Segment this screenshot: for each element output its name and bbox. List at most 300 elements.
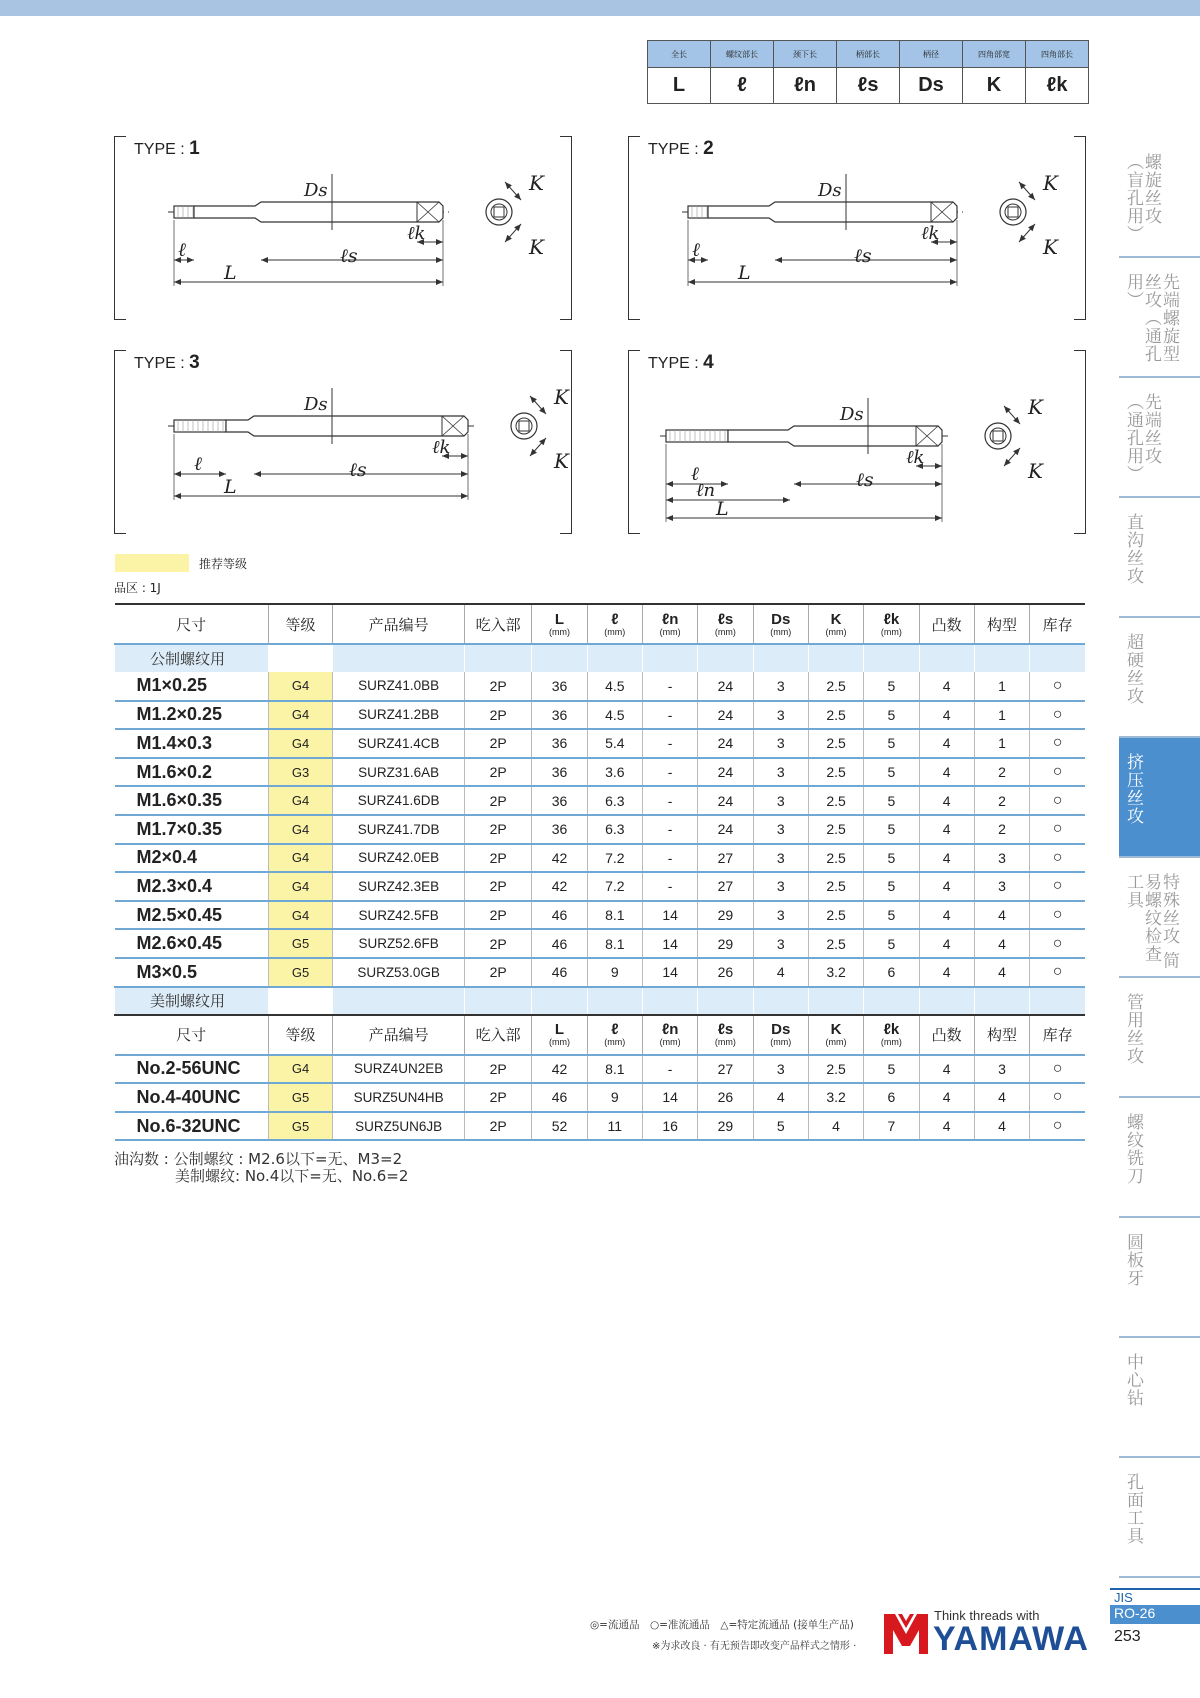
table-row: [115, 786, 1086, 815]
stock-cell: ○: [1030, 901, 1085, 930]
section-cell: [919, 644, 974, 672]
stock-cell: ○: [1030, 758, 1085, 787]
top-color-bar: [0, 0, 1200, 16]
spec-table: [114, 603, 1085, 1141]
value-cell: 2.5: [808, 672, 863, 701]
size-cell: M3×0.5: [115, 958, 269, 987]
value-cell: 4: [919, 958, 974, 987]
value-cell: 27: [698, 1055, 753, 1084]
tap-drawing: [628, 136, 1086, 320]
value-cell: 3: [753, 901, 808, 930]
column-header-unit: (mm): [825, 626, 847, 637]
value-cell: -: [642, 758, 697, 787]
table-row: [115, 672, 1086, 701]
size-cell: M2.6×0.45: [115, 929, 269, 958]
product-code-cell: SURZ31.6AB: [333, 758, 465, 787]
recommend-legend: [115, 554, 247, 572]
value-cell: 3: [753, 672, 808, 701]
sidebar-tab[interactable]: [1119, 258, 1200, 378]
dimension-label: ℓs: [340, 245, 358, 267]
value-cell: -: [642, 786, 697, 815]
column-header: [532, 604, 587, 644]
legend-symbol-cell: ℓs: [837, 68, 900, 104]
value-cell: 4: [974, 901, 1029, 930]
dimension-label: Ds: [818, 180, 842, 201]
value-cell: 36: [532, 758, 587, 787]
column-header-unit: (mm): [604, 1037, 626, 1048]
table-row: [115, 1083, 1086, 1112]
disclaimer: ※为求改良 · 有无预告即改变产品样式之情形 ·: [652, 1641, 857, 1652]
value-cell: 3: [753, 844, 808, 873]
table-header-row: [115, 604, 1086, 644]
value-cell: 1: [974, 672, 1029, 701]
product-code-cell: SURZ41.2BB: [333, 701, 465, 730]
value-cell: 8.1: [587, 929, 642, 958]
type-prefix: TYPE :: [648, 355, 699, 372]
column-header-symbol: ℓn: [661, 610, 679, 628]
legend-symbol-cell: Ds: [900, 68, 963, 104]
value-cell: 6: [864, 958, 919, 987]
product-code-cell: SURZ53.0GB: [333, 958, 465, 987]
column-header: 尺寸: [176, 616, 207, 634]
dimension-label: L: [224, 262, 237, 284]
dimension-label: ℓ: [691, 463, 699, 485]
section-cell: [808, 644, 863, 672]
column-header: 库存: [1030, 604, 1085, 644]
value-cell: 2P: [464, 786, 531, 815]
stock-cell: ○: [1030, 701, 1085, 730]
value-cell: 3: [753, 786, 808, 815]
column-header-unit: (mm): [714, 626, 736, 637]
value-cell: 5: [864, 729, 919, 758]
column-header: 库存: [1030, 1015, 1085, 1055]
size-cell: M1.7×0.35: [115, 815, 269, 844]
sidebar-tab[interactable]: [1119, 1338, 1200, 1458]
column-header: 等级: [268, 1015, 332, 1055]
recommend-swatch: [115, 554, 189, 572]
product-code-cell: SURZ5UN6JB: [333, 1112, 465, 1141]
value-cell: 2P: [464, 901, 531, 930]
tap-diagram-type-2: [628, 136, 1086, 320]
dimension-label: K: [529, 171, 544, 195]
value-cell: 2.5: [808, 901, 863, 930]
sidebar-tab-label: 直沟丝攻: [1123, 513, 1143, 585]
dimension-label: ℓs: [854, 245, 872, 267]
dimension-label: K: [554, 385, 569, 409]
column-header-unit: (mm): [880, 1037, 902, 1048]
product-code-cell: SURZ41.0BB: [333, 672, 465, 701]
column-header-unit: (mm): [770, 1037, 792, 1048]
value-cell: 36: [532, 672, 587, 701]
dimension-label: ℓn: [696, 480, 716, 501]
section-cell: [698, 644, 753, 672]
value-cell: 4: [919, 901, 974, 930]
type-number: 2: [703, 138, 714, 159]
category-sidebar: [1119, 138, 1200, 1578]
value-cell: 2: [974, 815, 1029, 844]
value-cell: 5: [753, 1112, 808, 1141]
column-header: [698, 1015, 753, 1055]
value-cell: 4: [919, 1083, 974, 1112]
stock-cell: ○: [1030, 729, 1085, 758]
column-header-symbol: K: [830, 1021, 842, 1039]
tap-drawing: [628, 350, 1086, 534]
value-cell: -: [642, 1055, 697, 1084]
dimension-label: L: [716, 498, 729, 520]
stock-cell: ○: [1030, 1055, 1085, 1084]
value-cell: 26: [698, 1083, 753, 1112]
note-line-1: 油沟数 : 公制螺纹 : M2.6以下=无、M3=2: [114, 1150, 403, 1168]
column-header-unit: (mm): [770, 626, 792, 637]
sidebar-tab-label: 超硬丝攻: [1123, 633, 1143, 705]
grade-cell: G5: [268, 1083, 332, 1112]
table-row: [115, 1055, 1086, 1084]
legend-symbol-cell: ℓn: [774, 68, 837, 104]
value-cell: 4: [919, 758, 974, 787]
sidebar-tab[interactable]: [1119, 138, 1200, 258]
value-cell: -: [642, 729, 697, 758]
dimension-label: ℓk: [432, 437, 451, 458]
product-code-cell: SURZ42.5FB: [333, 901, 465, 930]
stock-cell: ○: [1030, 1083, 1085, 1112]
value-cell: 24: [698, 815, 753, 844]
column-header-symbol: Ds: [771, 1021, 791, 1039]
sidebar-tab[interactable]: [1119, 378, 1200, 498]
column-header: [532, 1015, 587, 1055]
dimension-label: K: [554, 449, 569, 473]
value-cell: 2.5: [808, 872, 863, 901]
value-cell: 29: [698, 1112, 753, 1141]
value-cell: 29: [698, 929, 753, 958]
legend-header-cell: 螺纹部长: [711, 41, 774, 68]
section-row: [115, 644, 1086, 672]
value-cell: 42: [532, 844, 587, 873]
value-cell: 5: [864, 758, 919, 787]
table-subheader-row: [115, 1015, 1086, 1055]
type-number: 3: [189, 352, 200, 373]
value-cell: 5: [864, 815, 919, 844]
tap-drawing: [114, 350, 572, 534]
value-cell: 5: [864, 786, 919, 815]
product-code-cell: SURZ52.6FB: [333, 929, 465, 958]
value-cell: 16: [642, 1112, 697, 1141]
value-cell: 36: [532, 729, 587, 758]
grade-cell: G4: [268, 1055, 332, 1084]
section-cell: [1030, 987, 1085, 1015]
table-row: [115, 701, 1086, 730]
value-cell: 2P: [464, 672, 531, 701]
grade-cell: G4: [268, 872, 332, 901]
sidebar-tab-label: 挤压丝攻: [1123, 753, 1143, 825]
sidebar-tab[interactable]: [1119, 1098, 1200, 1218]
value-cell: 4: [974, 1083, 1029, 1112]
value-cell: 3: [974, 844, 1029, 873]
value-cell: 7.2: [587, 844, 642, 873]
column-header: 产品编号: [333, 604, 465, 644]
section-cell: [698, 987, 753, 1015]
size-cell: M2.3×0.4: [115, 872, 269, 901]
column-header: [642, 604, 697, 644]
value-cell: 4.5: [587, 701, 642, 730]
column-header: 吃入部: [464, 1015, 531, 1055]
column-header: 吃入部: [464, 604, 531, 644]
product-code-cell: SURZ5UN4HB: [333, 1083, 465, 1112]
value-cell: 5: [864, 901, 919, 930]
value-cell: 5: [864, 701, 919, 730]
section-cell: [642, 644, 697, 672]
section-label: 公制螺纹用: [115, 644, 269, 672]
sidebar-tab-label: 螺旋丝攻（盲孔用）: [1123, 153, 1161, 243]
section-cell: [268, 644, 332, 672]
dimension-label: ℓs: [856, 469, 874, 491]
type-prefix: TYPE :: [134, 141, 185, 158]
value-cell: 4: [753, 1083, 808, 1112]
page-code-box: [1110, 1588, 1200, 1646]
product-code-cell: SURZ4UN2EB: [333, 1055, 465, 1084]
section-cell: [333, 644, 465, 672]
value-cell: 3: [974, 872, 1029, 901]
size-cell: M1.6×0.35: [115, 786, 269, 815]
column-header: [753, 604, 808, 644]
dimension-label: L: [224, 476, 237, 498]
brand-tagline: Think threads with: [934, 1608, 1040, 1623]
value-cell: 46: [532, 901, 587, 930]
section-cell: [268, 987, 332, 1015]
section-cell: [464, 987, 531, 1015]
product-code-cell: SURZ42.3EB: [333, 872, 465, 901]
value-cell: 3.2: [808, 958, 863, 987]
grade-cell: G4: [268, 815, 332, 844]
size-cell: No.6-32UNC: [115, 1112, 269, 1141]
section-cell: [1030, 644, 1085, 672]
value-cell: 2P: [464, 958, 531, 987]
value-cell: 4: [808, 1112, 863, 1141]
section-cell: [974, 644, 1029, 672]
dimension-label: K: [1028, 459, 1043, 483]
value-cell: 6.3: [587, 786, 642, 815]
grade-cell: G5: [268, 958, 332, 987]
column-header-unit: (mm): [604, 626, 626, 637]
size-cell: M2×0.4: [115, 844, 269, 873]
legend-header-cell: 四角部宽: [963, 41, 1026, 68]
sidebar-tab[interactable]: [1119, 498, 1200, 618]
column-header-unit: (mm): [659, 626, 681, 637]
column-header-symbol: ℓs: [717, 1021, 734, 1039]
value-cell: 36: [532, 701, 587, 730]
legend-symbol-cell: ℓ: [711, 68, 774, 104]
type-prefix: TYPE :: [648, 141, 699, 158]
type-number: 1: [189, 138, 200, 159]
legend-symbol-cell: ℓk: [1026, 68, 1089, 104]
value-cell: 3: [753, 701, 808, 730]
value-cell: 6.3: [587, 815, 642, 844]
sidebar-tab[interactable]: [1119, 618, 1200, 738]
sidebar-tab-label: 特殊丝攻 简易螺纹检查工具: [1123, 873, 1179, 970]
section-cell: [642, 987, 697, 1015]
grade-cell: G4: [268, 901, 332, 930]
column-header-symbol: ℓk: [883, 1021, 900, 1039]
dimension-label: Ds: [304, 394, 328, 415]
sidebar-tab-label: 螺纹铣刀: [1123, 1113, 1143, 1185]
grade-cell: G4: [268, 729, 332, 758]
value-cell: 1: [974, 729, 1029, 758]
section-cell: [919, 987, 974, 1015]
column-header-symbol: ℓ: [611, 610, 619, 628]
table-row: [115, 958, 1086, 987]
value-cell: 8.1: [587, 901, 642, 930]
section-cell: [753, 987, 808, 1015]
column-header-symbol: Ds: [771, 610, 791, 628]
value-cell: 5: [864, 929, 919, 958]
value-cell: 29: [698, 901, 753, 930]
value-cell: 1: [974, 701, 1029, 730]
type-prefix: TYPE :: [134, 355, 185, 372]
sidebar-tab-label: 管用丝攻: [1123, 993, 1143, 1065]
value-cell: 3: [974, 1055, 1029, 1084]
grade-cell: G4: [268, 672, 332, 701]
value-cell: 24: [698, 701, 753, 730]
legend-header-cell: 柄径: [900, 41, 963, 68]
value-cell: 2P: [464, 701, 531, 730]
dimension-label: ℓ: [692, 239, 700, 261]
product-code-cell: SURZ41.7DB: [333, 815, 465, 844]
value-cell: 6: [864, 1083, 919, 1112]
value-cell: 4: [919, 786, 974, 815]
section-row: [115, 987, 1086, 1015]
value-cell: -: [642, 872, 697, 901]
page-number: 253: [1114, 1628, 1141, 1645]
column-header: [587, 604, 642, 644]
value-cell: 24: [698, 672, 753, 701]
oil-groove-note: [114, 1151, 408, 1185]
dimension-label: ℓk: [906, 447, 925, 468]
column-header-unit: (mm): [659, 1037, 681, 1048]
value-cell: 46: [532, 958, 587, 987]
value-cell: 42: [532, 1055, 587, 1084]
value-cell: 2P: [464, 1083, 531, 1112]
value-cell: 4: [919, 872, 974, 901]
stock-cell: ○: [1030, 958, 1085, 987]
column-header: 构型: [974, 604, 1029, 644]
column-header-symbol: K: [830, 610, 842, 628]
section-cell: [464, 644, 531, 672]
grade-cell: G5: [268, 1112, 332, 1141]
value-cell: 3.6: [587, 758, 642, 787]
dimension-label: ℓk: [921, 223, 940, 244]
section-cell: [532, 987, 587, 1015]
sidebar-tab[interactable]: [1119, 738, 1200, 858]
table-row: [115, 872, 1086, 901]
size-cell: M2.5×0.45: [115, 901, 269, 930]
stock-cell: ○: [1030, 872, 1085, 901]
value-cell: 5: [864, 872, 919, 901]
stock-cell: ○: [1030, 844, 1085, 873]
type-number: 4: [703, 352, 714, 373]
value-cell: 27: [698, 844, 753, 873]
sidebar-tab[interactable]: [1119, 1458, 1200, 1578]
table-row: [115, 729, 1086, 758]
value-cell: 4: [919, 1112, 974, 1141]
value-cell: 26: [698, 958, 753, 987]
column-header: [864, 604, 919, 644]
value-cell: 14: [642, 929, 697, 958]
value-cell: 2: [974, 758, 1029, 787]
value-cell: 3: [753, 929, 808, 958]
value-cell: 52: [532, 1112, 587, 1141]
value-cell: 27: [698, 872, 753, 901]
value-cell: 24: [698, 729, 753, 758]
note-line-2: 美制螺纹: No.4以下=无、No.6=2: [175, 1167, 409, 1185]
value-cell: 2.5: [808, 758, 863, 787]
dimension-legend-table: [647, 40, 1089, 104]
sidebar-tab[interactable]: [1119, 858, 1200, 978]
dimension-label: ℓk: [407, 223, 426, 244]
section-cell: [532, 644, 587, 672]
value-cell: 5: [864, 1055, 919, 1084]
legend-header-cell: 全长: [648, 41, 711, 68]
legend-symbol-cell: L: [648, 68, 711, 104]
value-cell: 46: [532, 1083, 587, 1112]
section-cell: [864, 987, 919, 1015]
sidebar-tab[interactable]: [1119, 1218, 1200, 1338]
column-header: 尺寸: [176, 1027, 207, 1045]
size-cell: M1.6×0.2: [115, 758, 269, 787]
column-header: 构型: [974, 1015, 1029, 1055]
column-header-unit: (mm): [825, 1037, 847, 1048]
section-cell: [864, 644, 919, 672]
column-header-unit: (mm): [880, 626, 902, 637]
tap-diagram-type-4: [628, 350, 1086, 534]
stock-cell: ○: [1030, 929, 1085, 958]
size-cell: M1.4×0.3: [115, 729, 269, 758]
sidebar-tab-label: 先端螺旋型丝攻（通孔用）: [1123, 273, 1179, 363]
column-header-unit: (mm): [548, 626, 570, 637]
sidebar-tab-label: 圆板牙: [1123, 1233, 1143, 1287]
value-cell: 4: [974, 958, 1029, 987]
product-code-cell: SURZ42.0EB: [333, 844, 465, 873]
dimension-label: K: [1043, 235, 1058, 259]
table-row: [115, 901, 1086, 930]
value-cell: 2P: [464, 1112, 531, 1141]
value-cell: 24: [698, 786, 753, 815]
value-cell: 14: [642, 901, 697, 930]
sidebar-tab-label: 先端丝攻（通孔用）: [1123, 393, 1161, 483]
column-header: 等级: [268, 604, 332, 644]
value-cell: 36: [532, 815, 587, 844]
value-cell: -: [642, 844, 697, 873]
size-cell: M1×0.25: [115, 672, 269, 701]
column-header: [808, 604, 863, 644]
column-header: [642, 1015, 697, 1055]
value-cell: -: [642, 701, 697, 730]
sidebar-tab[interactable]: [1119, 978, 1200, 1098]
dimension-label: K: [1043, 171, 1058, 195]
dimension-label: Ds: [304, 180, 328, 201]
value-cell: 2P: [464, 929, 531, 958]
column-header-unit: (mm): [548, 1037, 570, 1048]
value-cell: 2.5: [808, 701, 863, 730]
value-cell: 36: [532, 786, 587, 815]
value-cell: 3: [753, 729, 808, 758]
grade-cell: G5: [268, 929, 332, 958]
value-cell: 2P: [464, 872, 531, 901]
value-cell: 2P: [464, 815, 531, 844]
tap-diagram-type-1: [114, 136, 572, 320]
value-cell: 3: [753, 872, 808, 901]
value-cell: 4: [974, 929, 1029, 958]
value-cell: 4: [974, 1112, 1029, 1141]
value-cell: 14: [642, 1083, 697, 1112]
